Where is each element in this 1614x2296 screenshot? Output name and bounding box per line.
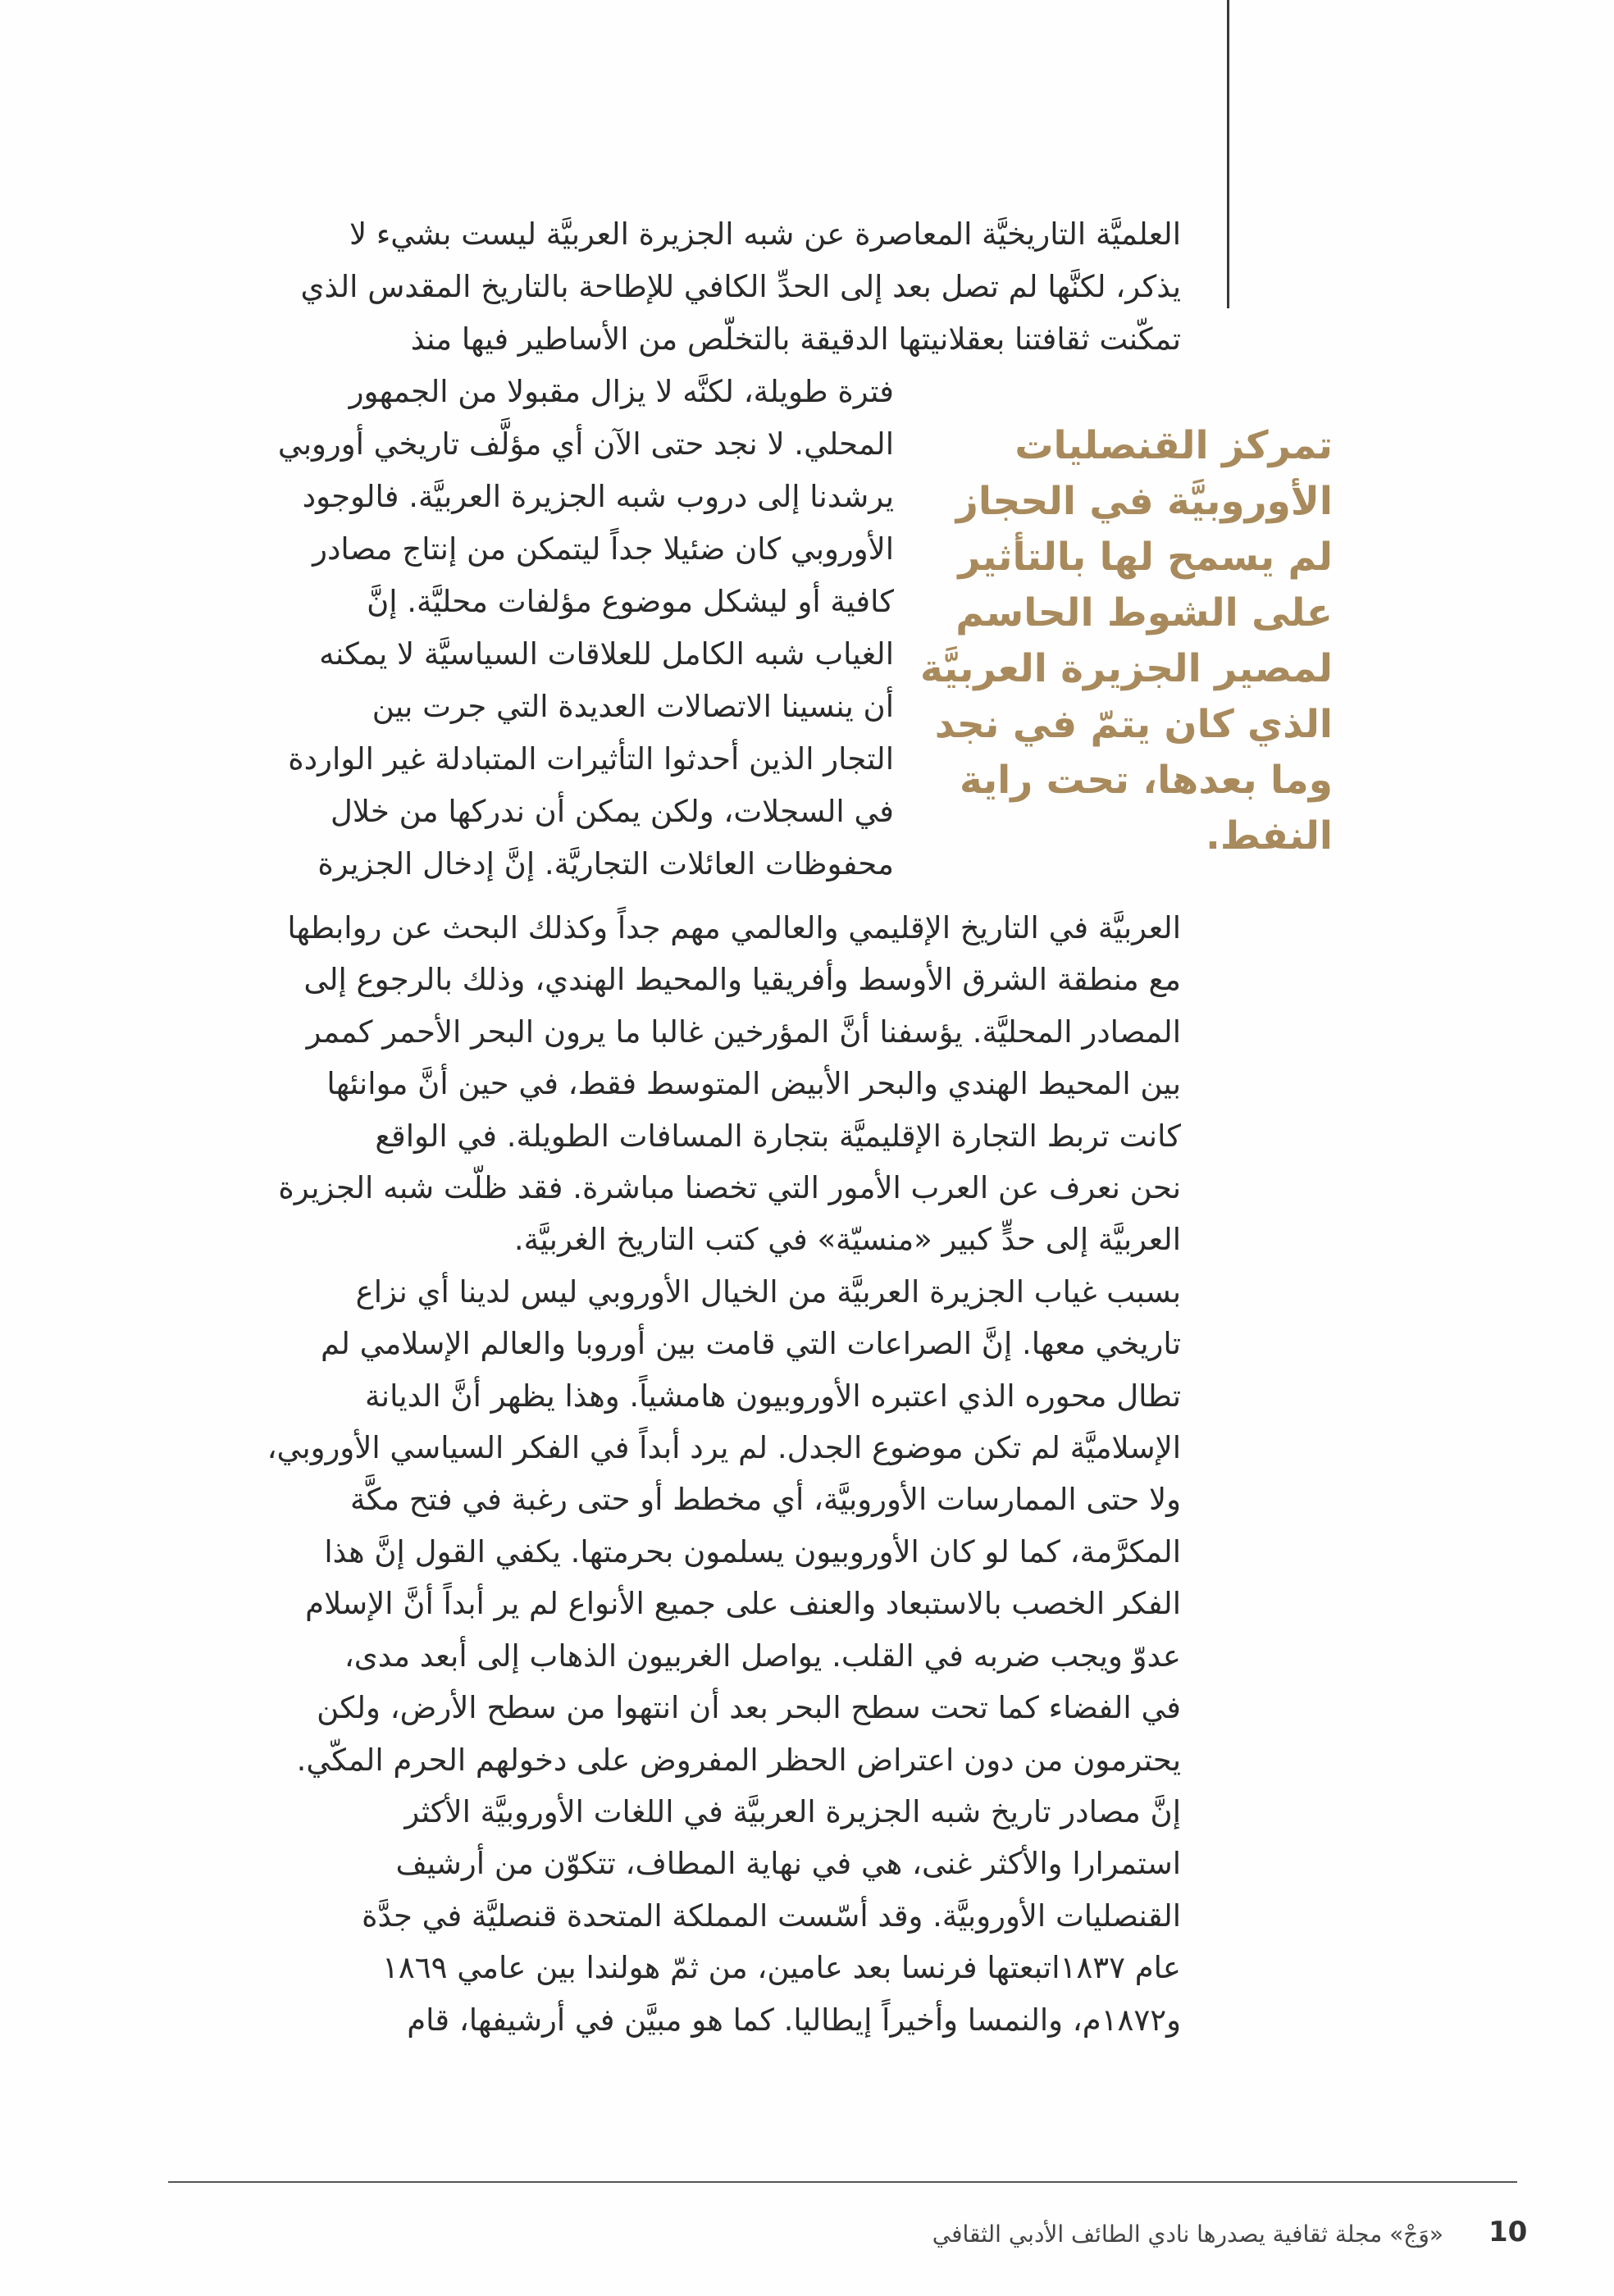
pull-quote-line: الأوروبيَّة في الحجاز [955, 479, 1333, 524]
text-line: أن ينسينا الاتصالات العديدة التي جرت بين [372, 689, 894, 724]
text-line: ولا حتى الممارسات الأوروبيَّة، أي مخطط أو حتى رغبة في فتح مكَّة [349, 1482, 1181, 1518]
text-line: نحن نعرف عن العرب الأمور التي تخصنا مباشرة. فقد ظلّت شبه الجزيرة [278, 1170, 1181, 1206]
text-line: يحترمون من دون اعتراض الحظر المفروض على دخولهم الحرم المكّي. [296, 1742, 1181, 1778]
text-line: عام ١٨٣٧اتبعتها فرنسا بعد عامين، من ثمّ هولندا بين عامي ١٨٦٩ [382, 1950, 1181, 1986]
text-line: في الفضاء كما تحت سطح البحر بعد أن انتهوا من سطح الأرض، ولكن [317, 1690, 1181, 1726]
pull-quote-line: على الشوط الحاسم [955, 590, 1333, 636]
text-line: يذكر، لكنَّها لم تصل بعد إلى الحدِّ الكافي للإطاحة بالتاريخ المقدس الذي [300, 269, 1181, 304]
text-line: بين المحيط الهندي والبحر الأبيض المتوسط فقط، في حين أنَّ موانئها [326, 1066, 1181, 1102]
text-line: الفكر الخصب بالاستبعاد والعنف على جميع الأنواع لم ير أبداً أنَّ الإسلام [305, 1586, 1181, 1622]
article-block-3 [267, 902, 1181, 2046]
column-divider [1227, 0, 1229, 308]
text-line: تمكّنت ثقافتنا بعقلانيتها الدقيقة بالتخلّص من الأساطير فيها منذ [410, 321, 1181, 357]
pull-quote-line: وما بعدها، تحت راية [959, 758, 1333, 803]
text-line: استمرارا والأكثر غنى، هي في نهاية المطاف، تتكوّن من أرشيف [395, 1846, 1181, 1882]
text-line: القنصليات الأوروبيَّة. وقد أسّست المملكة المتحدة قنصليَّة في جدَّة [362, 1897, 1181, 1934]
article-block-1 [295, 208, 1181, 366]
text-line: تاريخي معها. إنَّ الصراعات التي قامت بين أوروبا والعالم الإسلامي لم [320, 1326, 1181, 1362]
text-line: عدوّ ويجب ضربه في القلب. يواصل الغربيون الذهاب إلى أبعد مدى، [344, 1638, 1181, 1674]
footer-rule [168, 2181, 1517, 2183]
text-line: بسبب غياب الجزيرة العربيَّة من الخيال الأوروبي ليس لدينا أي نزاع [355, 1273, 1181, 1310]
text-line: تطال محوره الذي اعتبره الأوروبيون هامشياً. وهذا يظهر أنَّ الديانة [364, 1378, 1181, 1414]
pull-quote-line: النفط. [1206, 813, 1333, 859]
page-number: 10 [1489, 2216, 1528, 2248]
text-line: التجار الذين أحدثوا التأثيرات المتبادلة غير الواردة [288, 741, 894, 777]
pull-quote-line: لم يسمح لها بالتأثير [958, 535, 1333, 580]
text-line: يرشدنا إلى دروب شبه الجزيرة العربيَّة. فالوجود [302, 479, 894, 514]
text-line: الغياب شبه الكامل للعلاقات السياسيَّة لا يمكنه [319, 636, 894, 672]
pull-quote-line: الذي كان يتمّ في نجد [934, 702, 1333, 747]
pull-quote [920, 418, 1333, 864]
text-line: و١٨٧٢م، والنمسا وأخيراً إيطاليا. كما هو مبيَّن في أرشيفها، قام [407, 2002, 1181, 2038]
pull-quote-line: تمركز القنصليات [1014, 423, 1333, 468]
text-line: محفوظات العائلات التجاريَّة. إنَّ إدخال الجزيرة [317, 846, 894, 882]
text-line: المصادر المحليَّة. يؤسفنا أنَّ المؤرخين غالبا ما يرون البحر الأحمر كممر [306, 1014, 1181, 1050]
text-line: مع منطقة الشرق الأوسط وأفريقيا والمحيط الهندي، وذلك بالرجوع إلى [303, 962, 1181, 998]
publication-footer: «وَجْ» مجلة ثقافية يصدرها نادي الطائف الأدبي الثقافي [932, 2221, 1443, 2248]
text-line: الأوروبي كان ضئيلا جداً ليتمكن من إنتاج مصادر [312, 531, 894, 567]
text-line: في السجلات، ولكن يمكن أن ندركها من خلال [331, 794, 894, 829]
text-line: كانت تربط التجارة الإقليميَّة بتجارة المسافات الطويلة. في الواقع [375, 1118, 1181, 1154]
pull-quote-line: لمصير الجزيرة العربيَّة [920, 646, 1333, 691]
text-line: إنَّ مصادر تاريخ شبه الجزيرة العربيَّة في اللغات الأوروبيَّة الأكثر [404, 1793, 1181, 1829]
text-line: العلميَّة التاريخيَّة المعاصرة عن شبه الجزيرة العربيَّة ليست بشيء لا [349, 216, 1181, 252]
article-block-2 [277, 366, 894, 891]
text-line: كافية أو ليشكل موضوع مؤلفات محليَّة. إنَّ [367, 584, 894, 619]
text-line: العربيَّة في التاريخ الإقليمي والعالمي مهم جداً وكذلك البحث عن روابطها [287, 910, 1181, 945]
text-line: المحلي. لا نجد حتى الآن أي مؤلَّف تاريخي أوروبي [277, 426, 894, 462]
text-line: الإسلاميَّة لم تكن موضوع الجدل. لم يرد أبداً في الفكر السياسي الأوروبي، [267, 1430, 1181, 1466]
text-line: العربيَّة إلى حدٍّ كبير «منسيّة» في كتب التاريخ الغربيَّة. [513, 1222, 1181, 1258]
text-line: فترة طويلة، لكنَّه لا يزال مقبولا من الجمهور [349, 374, 894, 409]
text-line: المكرَّمة، كما لو كان الأوروبيون يسلمون بحرمتها. يكفي القول إنَّ هذا [324, 1533, 1181, 1569]
